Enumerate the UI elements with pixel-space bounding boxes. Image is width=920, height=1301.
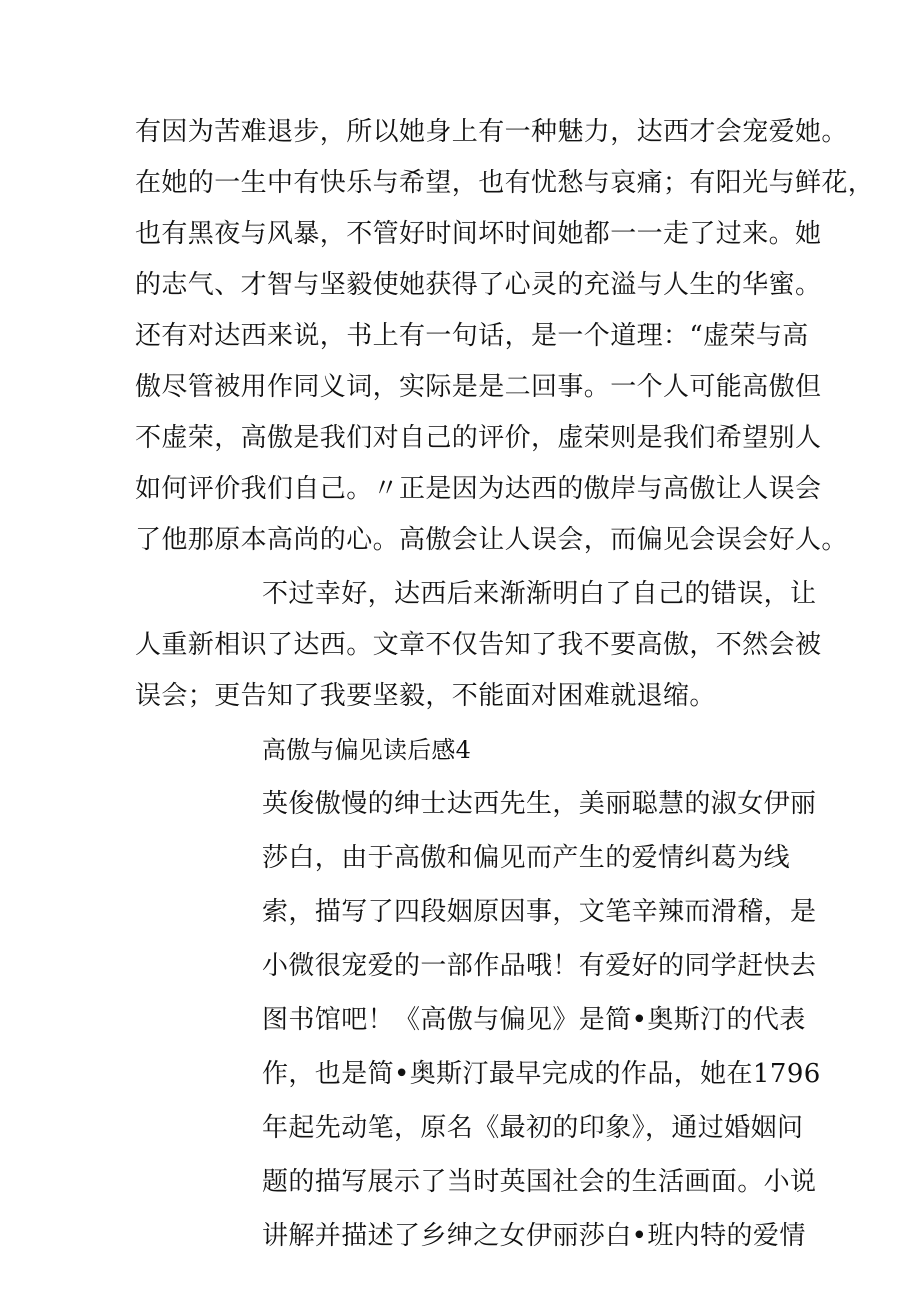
paragraph-line: 如何评价我们自己。〃正是因为达西的傲岸与高傲让人误会	[135, 474, 822, 504]
paragraph-line: 也有黑夜与风暴，不管好时间坏时间她都一一走了过来。她	[135, 219, 822, 249]
section-heading: 高傲与偏见读后感4	[262, 736, 472, 764]
paragraph-line: 误会；更告知了我要坚毅，不能面对困难就退缩。	[135, 681, 716, 711]
paragraph-line: 有因为苦难退步，所以她身上有一种魅力，达西才会宠爱她。	[135, 117, 848, 147]
paragraph-line: 年起先动笔，原名《最初的印象》，通过婚姻问	[262, 1113, 804, 1143]
paragraph-line: 莎白，由于高傲和偏见而产生的爱情纠葛为线	[262, 843, 791, 873]
paragraph-line: 题的描写展示了当时英国社会的生活画面。小说	[262, 1167, 817, 1197]
paragraph-line: 人重新相识了达西。文章不仅告知了我不要高傲，不然会被	[135, 630, 822, 660]
paragraph-line: 不过幸好，达西后来渐渐明白了自己的错误，让	[262, 579, 817, 609]
paragraph-line: 索，描写了四段姻原因事，文笔辛辣而滑稽，是	[262, 897, 817, 927]
paragraph-line: 在她的一生中有快乐与希望，也有忧愁与哀痛；有阳光与鲜花，	[135, 168, 875, 198]
paragraph-line: 了他那原本高尚的心。高傲会让人误会，而偏见会误会好人。	[135, 525, 848, 555]
paragraph-line: 图书馆吧！《高傲与偏见》是简•奥斯汀的代表	[262, 1005, 806, 1035]
paragraph-line: 讲解并描述了乡绅之女伊丽莎白•班内特的爱情	[262, 1221, 806, 1251]
paragraph-line: 的志气、才智与坚毅使她获得了心灵的充溢与人生的华蜜。	[135, 270, 822, 300]
paragraph-line: 不虚荣，高傲是我们对自己的评价，虚荣则是我们希望别人	[135, 423, 822, 453]
paragraph-line: 小微很宠爱的一部作品哦！有爱好的同学赶快去	[262, 951, 817, 981]
paragraph-line: 傲尽管被用作同义词，实际是是二回事。一个人可能高傲但	[135, 372, 822, 402]
paragraph-line: 英俊傲慢的绅士达西先生，美丽聪慧的淑女伊丽	[262, 789, 817, 819]
paragraph-line: 还有对达西来说，书上有一句话，是一个道理：“虚荣与高	[135, 321, 809, 351]
paragraph-line: 作，也是简•奥斯汀最早完成的作品，她在1796	[262, 1059, 821, 1089]
